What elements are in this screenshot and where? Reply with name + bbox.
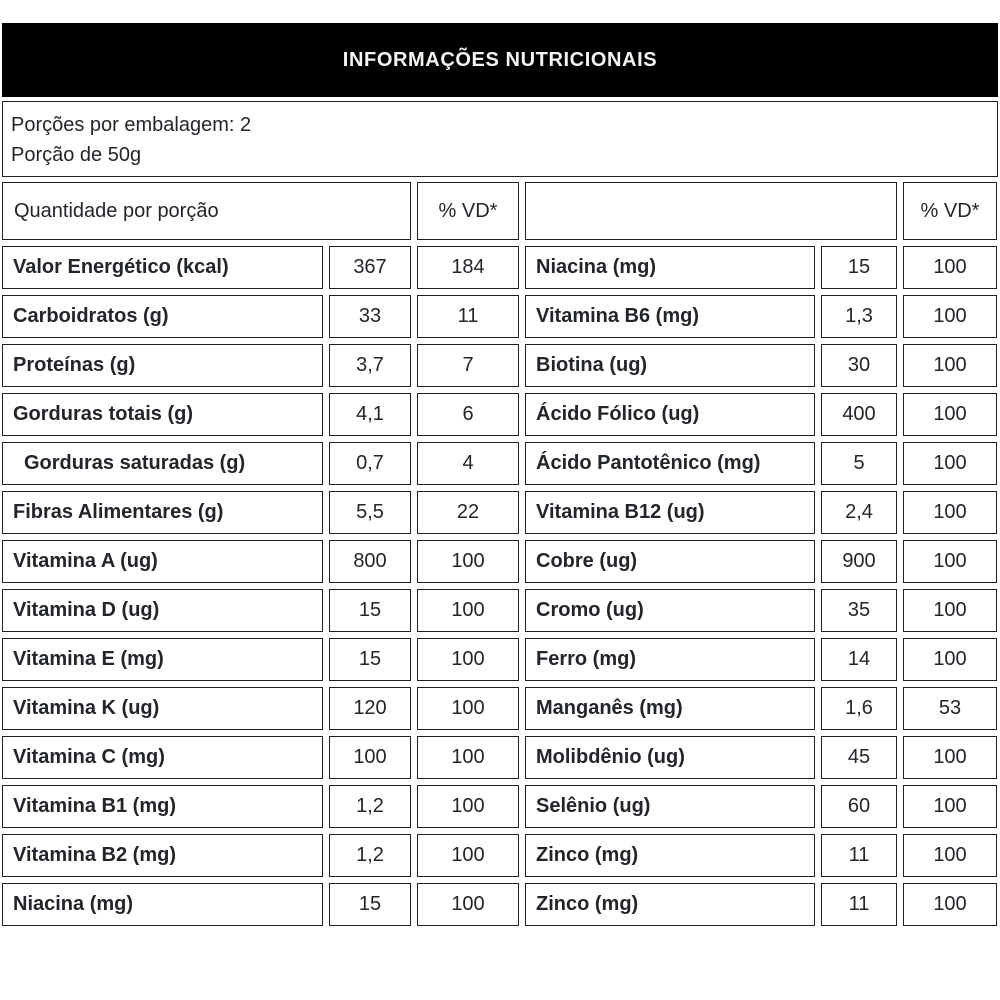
right-amount-cell: 400 (821, 393, 897, 436)
right-amount-cell: 1,3 (821, 295, 897, 338)
right-amount-cell: 11 (821, 834, 897, 877)
left-amount-cell: 4,1 (329, 393, 411, 436)
left-nutrient-name-cell: Carboidratos (g) (2, 295, 323, 338)
right-vd-cell: 53 (903, 687, 997, 730)
left-nutrient-name-cell: Fibras Alimentares (g) (2, 491, 323, 534)
left-vd-cell: 11 (417, 295, 519, 338)
left-vd-cell: 7 (417, 344, 519, 387)
left-amount-cell: 5,5 (329, 491, 411, 534)
left-amount-cell: 800 (329, 540, 411, 583)
right-vd-cell: 100 (903, 540, 997, 583)
right-nutrient-name-cell: Molibdênio (ug) (525, 736, 815, 779)
right-amount-cell: 15 (821, 246, 897, 289)
right-nutrient-name-cell: Biotina (ug) (525, 344, 815, 387)
left-vd-cell: 100 (417, 736, 519, 779)
left-vd-cell: 100 (417, 589, 519, 632)
right-nutrient-name-cell: Niacina (mg) (525, 246, 815, 289)
left-nutrient-name-cell: Proteínas (g) (2, 344, 323, 387)
right-vd-cell: 100 (903, 589, 997, 632)
right-vd-cell: 100 (903, 736, 997, 779)
serving-info-box (2, 101, 998, 177)
left-amount-cell: 1,2 (329, 834, 411, 877)
left-nutrient-name-cell: Vitamina E (mg) (2, 638, 323, 681)
left-nutrient-name-cell: Valor Energético (kcal) (2, 246, 323, 289)
right-amount-cell: 5 (821, 442, 897, 485)
right-amount-cell: 45 (821, 736, 897, 779)
left-vd-cell: 100 (417, 540, 519, 583)
right-amount-cell: 1,6 (821, 687, 897, 730)
left-amount-cell: 3,7 (329, 344, 411, 387)
right-nutrient-name-cell: Ácido Pantotênico (mg) (525, 442, 815, 485)
left-nutrient-name-cell: Vitamina D (ug) (2, 589, 323, 632)
left-vd-cell: 100 (417, 638, 519, 681)
right-vd-cell: 100 (903, 638, 997, 681)
right-nutrient-name-cell: Cobre (ug) (525, 540, 815, 583)
left-amount-cell: 15 (329, 589, 411, 632)
table-body (2, 246, 1000, 926)
right-amount-cell: 14 (821, 638, 897, 681)
left-amount-cell: 100 (329, 736, 411, 779)
right-amount-cell: 35 (821, 589, 897, 632)
right-nutrient-name-cell: Ferro (mg) (525, 638, 815, 681)
left-amount-cell: 15 (329, 638, 411, 681)
title-bar (2, 23, 998, 97)
left-amount-cell: 120 (329, 687, 411, 730)
left-amount-cell: 33 (329, 295, 411, 338)
left-nutrient-name-cell: Vitamina B2 (mg) (2, 834, 323, 877)
right-amount-cell: 900 (821, 540, 897, 583)
right-nutrient-name-cell: Cromo (ug) (525, 589, 815, 632)
servings-per-package-text: Porções por embalagem: 2 (11, 114, 252, 136)
page-title: INFORMAÇÕES NUTRICIONAIS (342, 48, 658, 71)
header-empty-cell (525, 182, 897, 240)
left-nutrient-name-cell: Vitamina K (ug) (2, 687, 323, 730)
right-nutrient-name-cell: Vitamina B6 (mg) (525, 295, 815, 338)
left-vd-cell: 100 (417, 687, 519, 730)
right-vd-cell: 100 (903, 295, 997, 338)
right-amount-cell: 11 (821, 883, 897, 926)
header-quantity-per-serving: Quantidade por porção (2, 182, 411, 240)
right-nutrient-name-cell: Vitamina B12 (ug) (525, 491, 815, 534)
right-vd-cell: 100 (903, 834, 997, 877)
right-amount-cell: 30 (821, 344, 897, 387)
left-nutrient-name-cell: Gorduras saturadas (g) (2, 442, 323, 485)
right-vd-cell: 100 (903, 393, 997, 436)
right-nutrient-name-cell: Ácido Fólico (ug) (525, 393, 815, 436)
right-vd-cell: 100 (903, 442, 997, 485)
right-nutrient-name-cell: Zinco (mg) (525, 834, 815, 877)
left-nutrient-name-cell: Niacina (mg) (2, 883, 323, 926)
left-vd-cell: 6 (417, 393, 519, 436)
header-vd-right: % VD* (903, 182, 997, 240)
right-amount-cell: 2,4 (821, 491, 897, 534)
left-vd-cell: 100 (417, 834, 519, 877)
nutrition-table (0, 182, 1000, 926)
left-vd-cell: 22 (417, 491, 519, 534)
right-vd-cell: 100 (903, 883, 997, 926)
right-vd-cell: 100 (903, 246, 997, 289)
left-vd-cell: 184 (417, 246, 519, 289)
left-nutrient-name-cell: Vitamina B1 (mg) (2, 785, 323, 828)
right-vd-cell: 100 (903, 344, 997, 387)
left-nutrient-name-cell: Gorduras totais (g) (2, 393, 323, 436)
right-vd-cell: 100 (903, 491, 997, 534)
right-nutrient-name-cell: Selênio (ug) (525, 785, 815, 828)
left-vd-cell: 4 (417, 442, 519, 485)
left-nutrient-name-cell: Vitamina A (ug) (2, 540, 323, 583)
right-amount-cell: 60 (821, 785, 897, 828)
header-vd-left: % VD* (417, 182, 519, 240)
left-amount-cell: 0,7 (329, 442, 411, 485)
right-nutrient-name-cell: Zinco (mg) (525, 883, 815, 926)
left-amount-cell: 1,2 (329, 785, 411, 828)
left-nutrient-name-cell: Vitamina C (mg) (2, 736, 323, 779)
serving-size-text: Porção de 50g (11, 144, 142, 166)
right-nutrient-name-cell: Manganês (mg) (525, 687, 815, 730)
right-vd-cell: 100 (903, 785, 997, 828)
left-vd-cell: 100 (417, 883, 519, 926)
left-amount-cell: 15 (329, 883, 411, 926)
table-header-row (2, 182, 1000, 240)
left-amount-cell: 367 (329, 246, 411, 289)
left-vd-cell: 100 (417, 785, 519, 828)
